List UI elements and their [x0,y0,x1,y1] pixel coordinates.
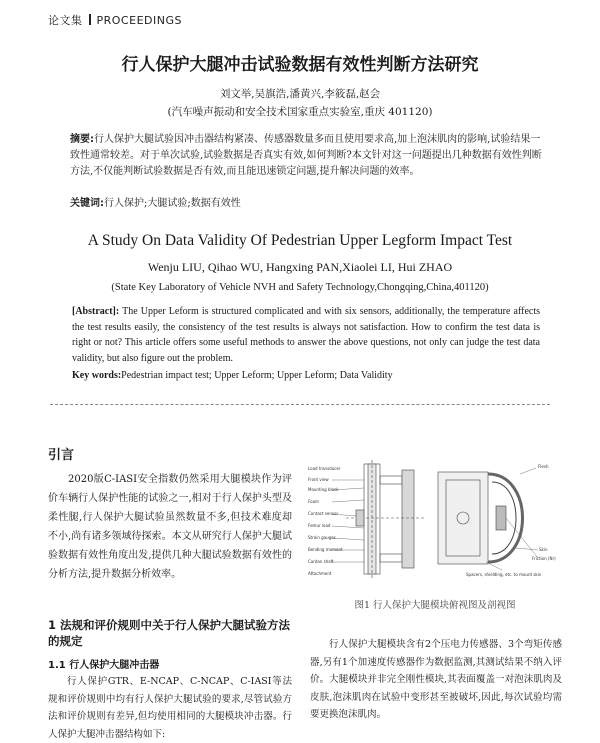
keywords-en [72,370,393,381]
figure-label: Skin [539,547,548,552]
abstract-en-label: [Abstract]: [72,306,120,317]
abstract-cn-text: 行人保护大腿试验因冲击器结构紧凑、传感器数量多而且使用要求高,加上泡沫肌肉的影响,试验结果一致性通常较差。对于单次试验,试验数据是否真实有效,如何判断?本文针对这一问题提出几种数据有效性判断方法,不仅能判断试验数据是否有效,而且能迅速锁定问题,提升解决问题的效率。 [70,134,542,177]
keywords-en-label: Key words: [72,370,122,381]
figure-label: Mounting block [308,487,339,492]
authors-en: Wenju LIU, Qihao WU, Hangxing PAN,Xiaolei LI, Hui ZHAO [147,260,453,274]
left-labels [308,466,343,576]
right-column-paragraph: 行人保护大腿模块含有2个压电力传感器、3个弯矩传感器,另有1个加速度传感器作为数据监测,其测试结果不纳入评价。大腿模块并非完全刚性模块,其表面覆盖一对泡沫肌肉及皮肤,泡沫肌肉在试验中变形甚至被破坏,因此,每次试验均需要更换泡沫肌肉。 [310,639,562,720]
upper-legform-diagram [306,458,564,583]
section-divider [50,404,550,405]
figure-label: Femur load [308,523,331,528]
section-view-drawing [438,472,523,564]
abstract-cn-label: 摘要: [70,134,94,145]
section1-heading: 1 法规和评价规则中关于行人保护大腿试验方法的规定 [48,618,291,648]
affiliation-en: (State Key Laboratory of Vehicle NVH and Safety Technology,Chongqing,China,401120) [111,282,489,293]
figure-label: Friction (Nr) [532,556,556,561]
intro-paragraph: 2020版C-IASI安全指数仍然采用大腿模块作为评价车辆行人保护性能的试验之一,相对于行人保护头型及柔性腿,行人保护大腿试验虽然数量不多,但技术难度却不小,尚有诸多领域待探索。本文从研究行人保护大腿试验数据有效性角度出发,提供几种大腿试验数据有效性的分析方法,提升数据分析效率。 [48,474,292,580]
keywords-cn [70,194,241,209]
figure-label: Flesh [538,464,549,469]
paper-title-cn: 行人保护大腿冲击试验数据有效性判断方法研究 [121,55,479,75]
figure-label: Spacers, shielding, etc. to mount skin [466,572,542,577]
figure-label: Cardan shaft [308,559,334,564]
paper-title-en: A Study On Data Validity Of Pedestrian Upper Legform Impact Test [87,232,513,249]
section1-1-heading: 1.1 行人保护大腿冲击器 [48,660,160,671]
header-right: PROCEEDINGS [96,14,182,27]
figure-label: Foam [308,499,319,504]
figure-caption: 图1 行人保护大腿模块俯视图及剖视图 [354,600,516,611]
figure-label: Contact sensor [308,511,339,516]
figure-label: Front view [308,477,329,482]
keywords-cn-text: 行人保护;大腿试验;数据有效性 [104,198,241,209]
figure-label: Strain gauges [308,535,336,540]
figure-label: Bending moment [308,547,343,552]
abstract-en-text: The Upper Leform is structured complicated and with six sensors, additionally, the temperature affects the test results easily, the consistency of the test results is always not satisfaction. How to confirm the test data is right or not? This article offers some useful methods to answer the above questions, not only can judge the test data validity, but also figure out the problem. [72,306,540,364]
keywords-en-text: Pedestrian impact test; Upper Leform; Upper Leform; Data Validity [121,370,393,381]
figure-label: Attachment [308,571,332,576]
affiliation-cn: (汽车噪声振动和安全技术国家重点实验室,重庆 401120) [167,106,433,118]
header-left: 论文集 [48,14,83,27]
keywords-cn-label: 关键词: [70,198,104,209]
authors-cn: 刘文举,吴旗浩,潘黄兴,李筱磊,赵会 [219,88,381,100]
intro-heading: 引言 [48,448,75,463]
abstract-en [72,304,540,366]
abstract-cn [70,132,544,180]
journal-header [48,12,182,28]
figure-label: Load transducer [308,466,341,471]
header-separator [89,14,91,25]
section1-1-paragraph: 行人保护GTR、E-NCAP、C-NCAP、C-IASI等法规和评价规则中均有行人保护大腿试验的要求,尽管试验方法和评价规则有差异,但均使用相同的大腿模块冲击器。行人保护大腿冲击器结构如下: [48,676,292,740]
